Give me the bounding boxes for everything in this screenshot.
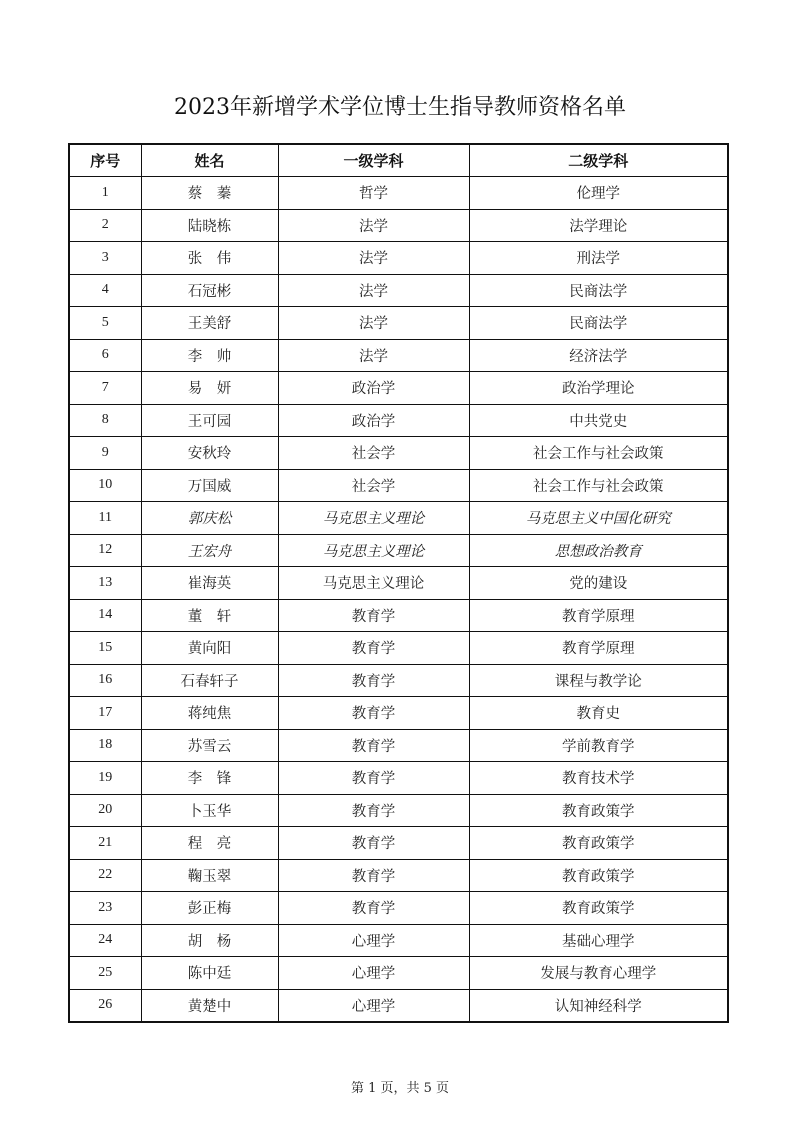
table-row <box>69 209 728 242</box>
cell-no: 20 <box>69 794 141 827</box>
cell-no: 26 <box>69 989 141 1022</box>
cell-no: 14 <box>69 599 141 632</box>
cell-level2-discipline: 教育政策学 <box>469 794 728 827</box>
table-row <box>69 404 728 437</box>
cell-level2-discipline: 中共党史 <box>469 404 728 437</box>
cell-no: 11 <box>69 502 141 535</box>
table-row <box>69 924 728 957</box>
cell-name: 陆晓栋 <box>141 209 278 242</box>
cell-no: 3 <box>69 242 141 275</box>
cell-level2-discipline: 课程与教学论 <box>469 664 728 697</box>
cell-no: 8 <box>69 404 141 437</box>
cell-name: 董 轩 <box>141 599 278 632</box>
cell-level2-discipline: 教育史 <box>469 697 728 730</box>
cell-name: 胡 杨 <box>141 924 278 957</box>
cell-name: 蒋纯焦 <box>141 697 278 730</box>
cell-name: 黄向阳 <box>141 632 278 665</box>
table-row <box>69 339 728 372</box>
cell-level1-discipline: 政治学 <box>278 372 469 405</box>
cell-no: 23 <box>69 892 141 925</box>
cell-name: 鞠玉翠 <box>141 859 278 892</box>
cell-level1-discipline: 马克思主义理论 <box>278 567 469 600</box>
column-header-level2-discipline: 二级学科 <box>469 144 728 177</box>
cell-no: 2 <box>69 209 141 242</box>
cell-level1-discipline: 社会学 <box>278 437 469 470</box>
cell-name: 石春轩子 <box>141 664 278 697</box>
cell-level2-discipline: 教育学原理 <box>469 632 728 665</box>
table-row <box>69 794 728 827</box>
cell-level1-discipline: 法学 <box>278 274 469 307</box>
cell-no: 16 <box>69 664 141 697</box>
cell-no: 12 <box>69 534 141 567</box>
column-header-name: 姓名 <box>141 144 278 177</box>
cell-no: 15 <box>69 632 141 665</box>
cell-level1-discipline: 法学 <box>278 307 469 340</box>
page-title: 2023年新增学术学位博士生指导教师资格名单 <box>174 95 626 120</box>
cell-level2-discipline: 民商法学 <box>469 274 728 307</box>
cell-no: 22 <box>69 859 141 892</box>
cell-level2-discipline: 政治学理论 <box>469 372 728 405</box>
cell-name: 黄楚中 <box>141 989 278 1022</box>
table-row <box>69 989 728 1022</box>
table-row <box>69 859 728 892</box>
cell-level1-discipline: 教育学 <box>278 729 469 762</box>
cell-level1-discipline: 社会学 <box>278 469 469 502</box>
cell-level2-discipline: 教育学原理 <box>469 599 728 632</box>
table-row <box>69 534 728 567</box>
cell-name: 崔海英 <box>141 567 278 600</box>
table-row <box>69 567 728 600</box>
cell-name: 王美舒 <box>141 307 278 340</box>
table-row <box>69 892 728 925</box>
cell-no: 5 <box>69 307 141 340</box>
cell-level1-discipline: 教育学 <box>278 859 469 892</box>
table-row <box>69 437 728 470</box>
table-row <box>69 599 728 632</box>
cell-no: 17 <box>69 697 141 730</box>
cell-no: 24 <box>69 924 141 957</box>
cell-level2-discipline: 教育技术学 <box>469 762 728 795</box>
table-row <box>69 729 728 762</box>
cell-level1-discipline: 心理学 <box>278 957 469 990</box>
cell-level2-discipline: 社会工作与社会政策 <box>469 469 728 502</box>
cell-level1-discipline: 教育学 <box>278 762 469 795</box>
table-row <box>69 664 728 697</box>
table-row <box>69 372 728 405</box>
cell-name: 陈中廷 <box>141 957 278 990</box>
table-row <box>69 957 728 990</box>
cell-level1-discipline: 教育学 <box>278 794 469 827</box>
cell-name: 万国威 <box>141 469 278 502</box>
cell-level2-discipline: 伦理学 <box>469 177 728 210</box>
cell-name: 易 妍 <box>141 372 278 405</box>
cell-name: 王可园 <box>141 404 278 437</box>
cell-level2-discipline: 基础心理学 <box>469 924 728 957</box>
cell-name: 王宏舟 <box>141 534 278 567</box>
cell-level2-discipline: 教育政策学 <box>469 892 728 925</box>
table-row <box>69 827 728 860</box>
table-row <box>69 242 728 275</box>
cell-level2-discipline: 社会工作与社会政策 <box>469 437 728 470</box>
cell-level2-discipline: 经济法学 <box>469 339 728 372</box>
cell-no: 4 <box>69 274 141 307</box>
cell-level1-discipline: 法学 <box>278 209 469 242</box>
cell-level1-discipline: 教育学 <box>278 827 469 860</box>
supervisor-roster-table <box>68 143 729 1023</box>
cell-level2-discipline: 发展与教育心理学 <box>469 957 728 990</box>
cell-level2-discipline: 学前教育学 <box>469 729 728 762</box>
cell-no: 19 <box>69 762 141 795</box>
cell-name: 卜玉华 <box>141 794 278 827</box>
table-row <box>69 469 728 502</box>
cell-level2-discipline: 民商法学 <box>469 307 728 340</box>
cell-level2-discipline: 思想政治教育 <box>469 534 728 567</box>
cell-level2-discipline: 马克思主义中国化研究 <box>469 502 728 535</box>
column-header-level1-discipline: 一级学科 <box>278 144 469 177</box>
table-row <box>69 177 728 210</box>
cell-level1-discipline: 马克思主义理论 <box>278 534 469 567</box>
cell-no: 25 <box>69 957 141 990</box>
cell-no: 7 <box>69 372 141 405</box>
table-row <box>69 502 728 535</box>
cell-no: 18 <box>69 729 141 762</box>
table-body <box>69 177 728 1023</box>
table-row <box>69 632 728 665</box>
cell-level1-discipline: 教育学 <box>278 632 469 665</box>
cell-level1-discipline: 心理学 <box>278 989 469 1022</box>
cell-level2-discipline: 教育政策学 <box>469 827 728 860</box>
cell-level1-discipline: 教育学 <box>278 697 469 730</box>
cell-level1-discipline: 教育学 <box>278 892 469 925</box>
table-row <box>69 307 728 340</box>
cell-level1-discipline: 哲学 <box>278 177 469 210</box>
table-row <box>69 697 728 730</box>
cell-no: 21 <box>69 827 141 860</box>
cell-level2-discipline: 教育政策学 <box>469 859 728 892</box>
cell-level1-discipline: 政治学 <box>278 404 469 437</box>
cell-name: 石冠彬 <box>141 274 278 307</box>
cell-name: 张 伟 <box>141 242 278 275</box>
cell-no: 1 <box>69 177 141 210</box>
cell-level2-discipline: 刑法学 <box>469 242 728 275</box>
cell-no: 9 <box>69 437 141 470</box>
cell-level2-discipline: 法学理论 <box>469 209 728 242</box>
cell-level2-discipline: 党的建设 <box>469 567 728 600</box>
cell-no: 10 <box>69 469 141 502</box>
cell-no: 6 <box>69 339 141 372</box>
table-row <box>69 762 728 795</box>
cell-name: 李 锋 <box>141 762 278 795</box>
cell-level1-discipline: 心理学 <box>278 924 469 957</box>
cell-level1-discipline: 法学 <box>278 339 469 372</box>
cell-level1-discipline: 教育学 <box>278 664 469 697</box>
cell-name: 彭正梅 <box>141 892 278 925</box>
cell-name: 李 帅 <box>141 339 278 372</box>
cell-level1-discipline: 法学 <box>278 242 469 275</box>
cell-name: 蔡 蓁 <box>141 177 278 210</box>
cell-no: 13 <box>69 567 141 600</box>
cell-level1-discipline: 教育学 <box>278 599 469 632</box>
cell-name: 安秋玲 <box>141 437 278 470</box>
cell-name: 郭庆松 <box>141 502 278 535</box>
page-number: 第 1 页，共 5 页 <box>350 1081 450 1096</box>
column-header-no: 序号 <box>69 144 141 177</box>
table-header-row <box>69 144 728 177</box>
cell-level1-discipline: 马克思主义理论 <box>278 502 469 535</box>
cell-name: 程 亮 <box>141 827 278 860</box>
cell-level2-discipline: 认知神经科学 <box>469 989 728 1022</box>
cell-name: 苏雪云 <box>141 729 278 762</box>
table-row <box>69 274 728 307</box>
